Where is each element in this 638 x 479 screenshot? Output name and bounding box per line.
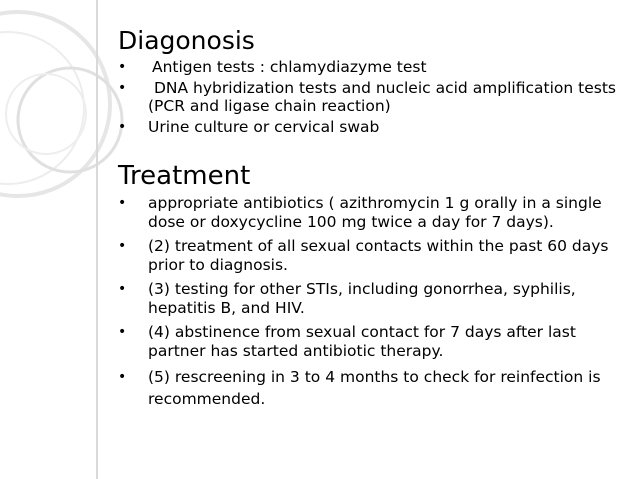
list-item xyxy=(118,323,623,360)
bullet-icon: • xyxy=(118,59,127,75)
treatment-item-text: (2) treatment of all sexual contacts within the past 60 days prior to diagnosis. xyxy=(148,237,609,274)
list-item xyxy=(118,118,623,136)
decorative-vertical-line xyxy=(96,0,98,479)
diagnosis-item-text: Urine culture or cervical swab xyxy=(148,118,380,136)
treatment-item-text: (5) rescreening in 3 to 4 months to check for reinfection is recommended. xyxy=(148,368,601,408)
bullet-icon: • xyxy=(118,369,127,385)
treatment-list xyxy=(118,194,623,410)
list-item xyxy=(118,280,623,317)
treatment-item-text: appropriate antibiotics ( azithromycin 1 g orally in a single dose or doxycycline 100 mg twice a day for 7 days). xyxy=(148,194,602,231)
list-item xyxy=(118,237,623,274)
treatment-heading: Treatment xyxy=(118,161,251,191)
slide-content xyxy=(118,24,623,416)
bullet-icon: • xyxy=(118,238,127,254)
diagnosis-item-text: DNA hybridization tests and nucleic acid amplification tests (PCR and ligase chain reaction) xyxy=(148,79,616,115)
bullet-icon: • xyxy=(118,281,127,297)
diagnosis-list xyxy=(118,58,623,136)
list-item xyxy=(118,58,623,76)
bullet-icon: • xyxy=(118,119,127,135)
diagnosis-heading: Diagonosis xyxy=(118,26,255,55)
list-item xyxy=(118,79,623,115)
list-item xyxy=(118,194,623,231)
list-item xyxy=(118,366,623,410)
treatment-item-text: (4) abstinence from sexual contact for 7 days after last partner has started antibiotic therapy. xyxy=(148,323,576,360)
diagnosis-item-text: Antigen tests : chlamydiazyme test xyxy=(152,58,427,76)
bullet-icon: • xyxy=(118,195,127,211)
bullet-icon: • xyxy=(118,324,127,340)
treatment-item-text: (3) testing for other STIs, including gonorrhea, syphilis, hepatitis B, and HIV. xyxy=(148,280,576,317)
bullet-icon: • xyxy=(118,80,127,96)
